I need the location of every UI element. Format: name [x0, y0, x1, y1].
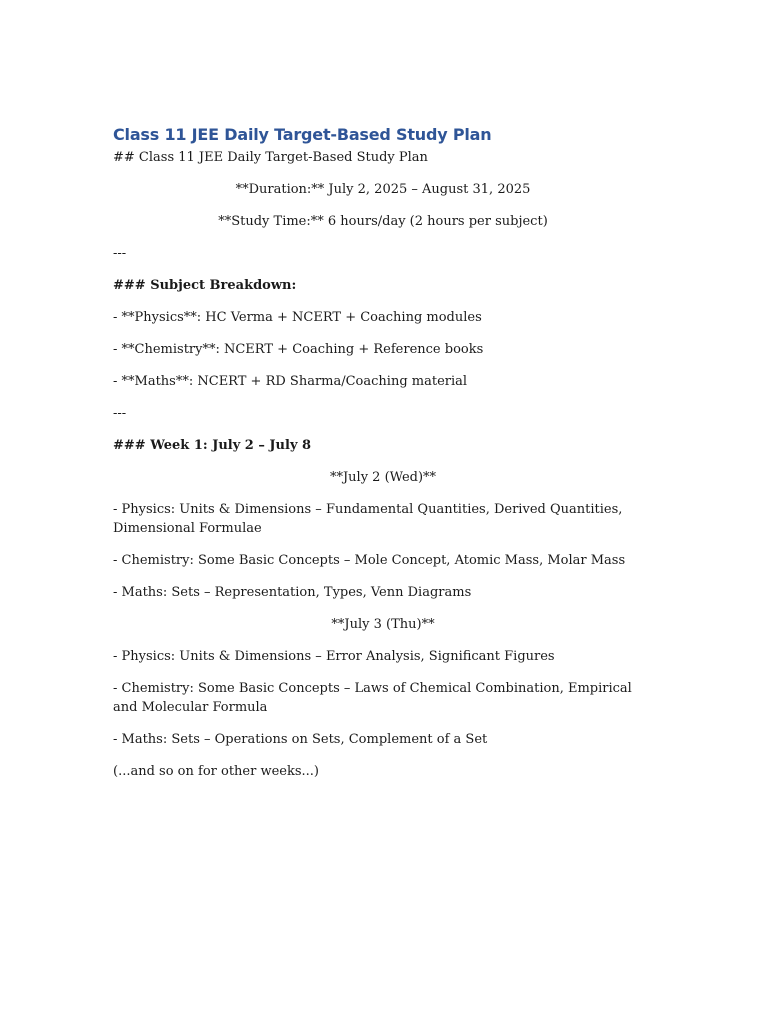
footer-note: (...and so on for other weeks...) — [113, 764, 319, 779]
divider-1: --- — [113, 246, 127, 261]
subject-chemistry: - **Chemistry**: NCERT + Coaching + Reference books — [113, 342, 484, 357]
duration-line: **Duration:** July 2, 2025 – August 31, 2025 — [235, 182, 531, 197]
task-chemistry-july-2: - Chemistry: Some Basic Concepts – Mole Concept, Atomic Mass, Molar Mass — [113, 553, 626, 568]
subject-breakdown-heading: ### Subject Breakdown: — [113, 278, 297, 293]
subject-physics: - **Physics**: HC Verma + NCERT + Coaching modules — [113, 310, 482, 325]
study-time-line: **Study Time:** 6 hours/day (2 hours per subject) — [218, 214, 548, 229]
task-chemistry-july-3: - Chemistry: Some Basic Concepts – Laws of Chemical Combination, Empirical and Molecular Formula — [113, 681, 632, 715]
divider-2: --- — [113, 406, 127, 421]
day-label-july-3: **July 3 (Thu)** — [331, 617, 435, 632]
task-physics-july-2: - Physics: Units & Dimensions – Fundamental Quantities, Derived Quantities, Dimensional Formulae — [113, 502, 623, 536]
document-title: Class 11 JEE Daily Target-Based Study Plan — [113, 125, 492, 144]
heading-line: ## Class 11 JEE Daily Target-Based Study Plan — [113, 150, 428, 165]
task-maths-july-3: - Maths: Sets – Operations on Sets, Complement of a Set — [113, 732, 488, 747]
task-physics-july-3: - Physics: Units & Dimensions – Error Analysis, Significant Figures — [113, 649, 555, 664]
document-page — [113, 124, 653, 781]
task-maths-july-2: - Maths: Sets – Representation, Types, Venn Diagrams — [113, 585, 472, 600]
subject-maths: - **Maths**: NCERT + RD Sharma/Coaching material — [113, 374, 468, 389]
day-label-july-2: **July 2 (Wed)** — [329, 470, 437, 485]
week1-heading: ### Week 1: July 2 – July 8 — [113, 438, 312, 453]
